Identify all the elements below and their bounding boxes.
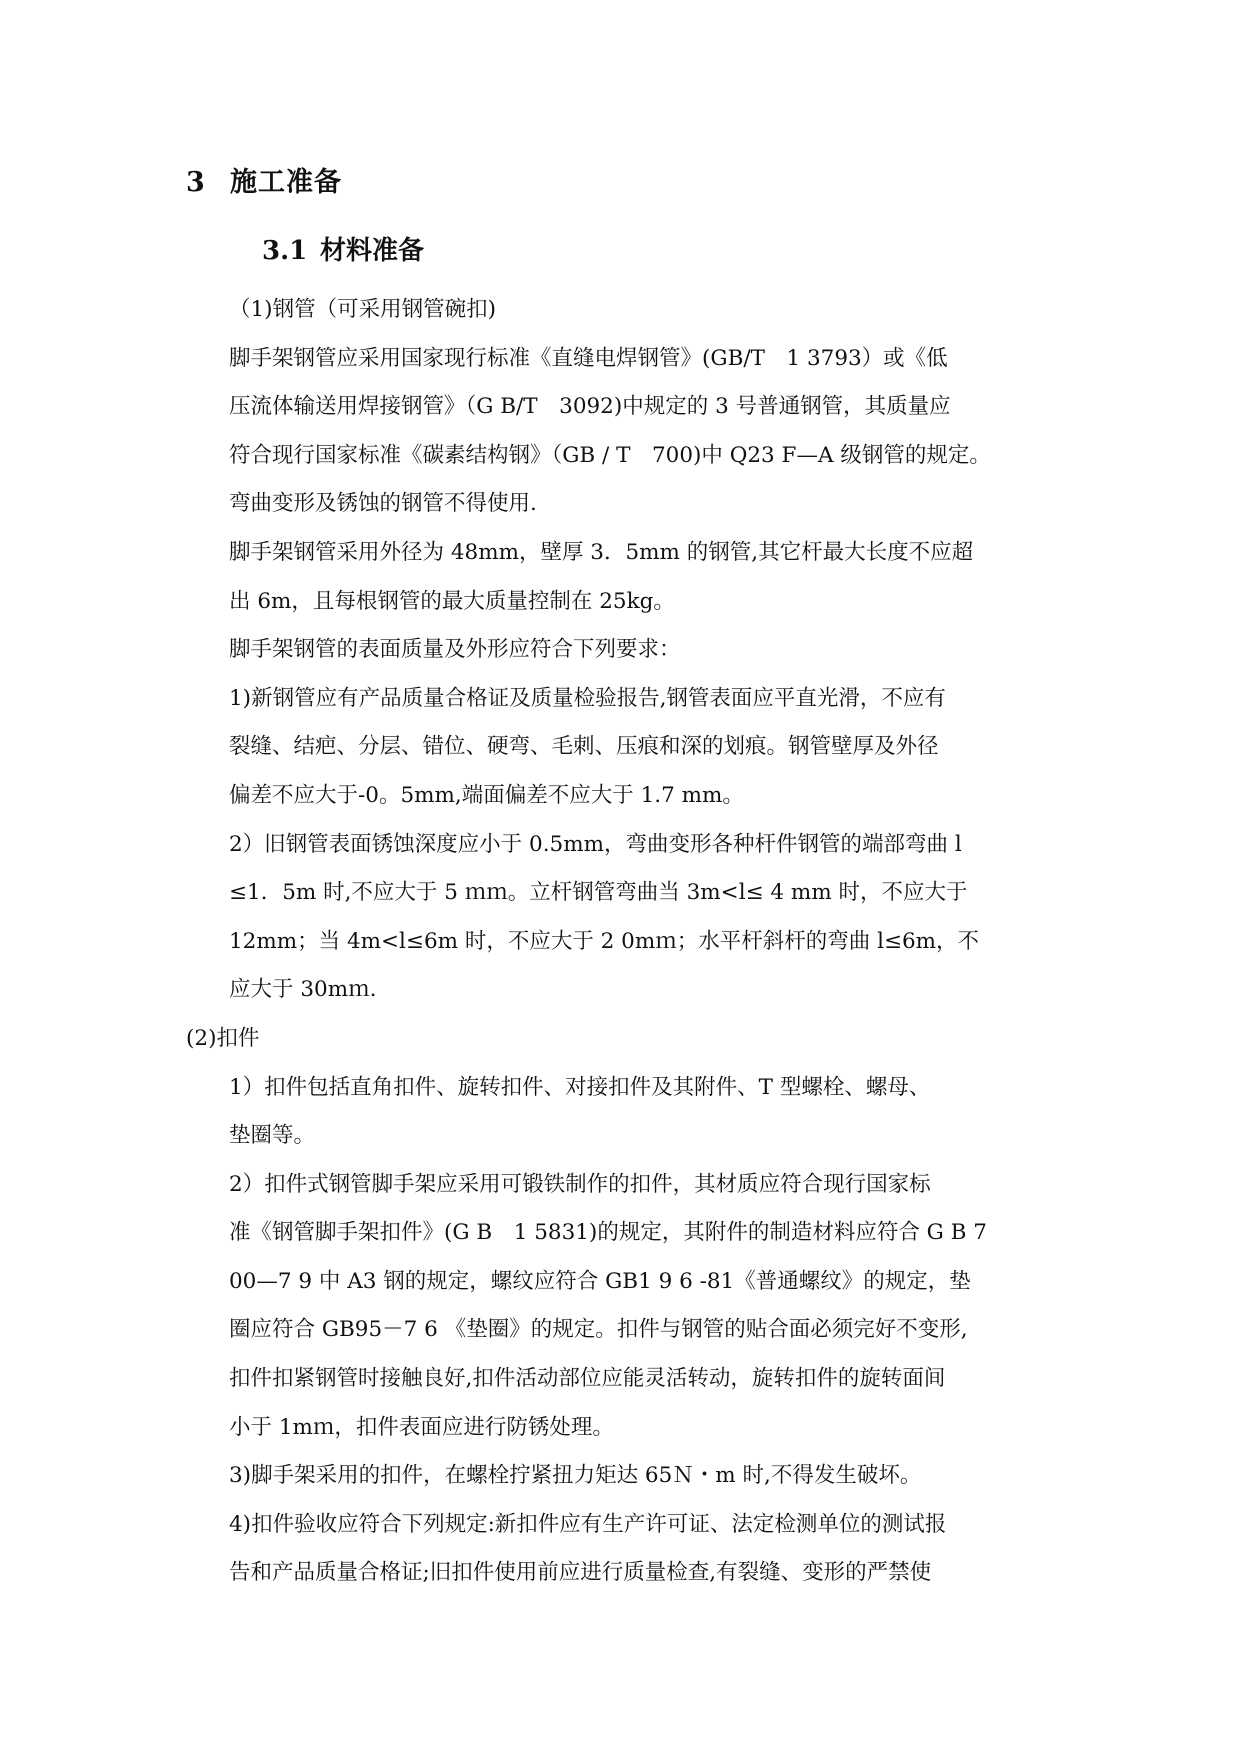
text-line: 偏差不应大于-0。5mm,端面偏差不应大于 1.7 mm。 [229,782,744,808]
text-line: 00—7 9 中 A3 钢的规定，螺纹应符合 GB1 9 6 -81《普通螺纹》的规定，垫 [229,1268,971,1294]
text-line: 2）扣件式钢管脚手架应采用可锻铁制作的扣件，其材质应符合现行国家标 [229,1171,931,1197]
text-line: 3)脚手架采用的扣件，在螺栓拧紧扭力矩达 65Ｎ・m 时,不得发生破坏。 [229,1463,922,1489]
section-title: 施工准备 [230,167,342,198]
text-line: 1)新钢管应有产品质量合格证及质量检验报告,钢管表面应平直光滑，不应有 [229,685,946,711]
text-line: 准《钢管脚手架扣件》(G B 1 5831)的规定，其附件的制造材料应符合 G B 7 [229,1220,987,1246]
subsection-title: 材料准备 [320,236,425,266]
text-line: 圈应符合 GB95－7 6 《垫圈》的规定。扣件与钢管的贴合面必须完好不变形, [229,1317,968,1343]
text-line: （1)钢管（可采用钢管碗扣) [229,297,496,322]
subsection-number: 3.1 [262,236,308,266]
text-line: 垫圈等。 [229,1123,316,1149]
text-line: 裂缝、结疤、分层、错位、硬弯、毛刺、压痕和深的划痕。钢管壁厚及外径 [229,734,939,760]
section-heading [186,160,342,199]
text-line: ≤1．5m 时,不应大于 5 ｍｍ。立杆钢管弯曲当 3m<l≤ 4 mm 时，不应大于 [229,880,968,906]
text-line: 应大于 30mｍ. [229,977,377,1003]
text-line: (2)扣件 [186,1025,260,1051]
text-line: 告和产品质量合格证;旧扣件使用前应进行质量检查,有裂缝、变形的严禁使 [229,1560,932,1586]
text-line: 扣件扣紧钢管时接触良好,扣件活动部位应能灵活转动，旋转扣件的旋转面间 [229,1366,946,1392]
text-line: 脚手架钢管的表面质量及外形应符合下列要求： [229,637,681,663]
text-line: 12mm；当 4m<l≤6m 时，不应大于 2 0mｍ；水平杆斜杆的弯曲 l≤6m，不 [229,928,980,954]
subsection-heading [262,230,424,267]
section-number: 3 [186,167,206,198]
text-line: 弯曲变形及锈蚀的钢管不得使用. [229,491,537,517]
text-line: 2）旧钢管表面锈蚀深度应小于 0.5mm，弯曲变形各种杆件钢管的端部弯曲 l [229,831,962,857]
text-line: 小于 1mｍ，扣件表面应进行防锈处理。 [229,1414,614,1440]
text-line: 1）扣件包括直角扣件、旋转扣件、对接扣件及其附件、T 型螺栓、螺母、 [229,1074,931,1100]
text-line: 符合现行国家标准《碳素结构钢》（GB / T 700)中 Q23 F—A 级钢管的规定。 [229,442,991,468]
text-line: 压流体输送用焊接钢管》（G B/T 3092)中规定的 3 号普通钢管，其质量应 [229,394,951,420]
body-text [186,286,1056,1598]
text-line: 脚手架钢管采用外径为 48mm，壁厚 3．5mm 的钢管,其它杆最大长度不应超 [229,539,974,565]
text-line: 4)扣件验收应符合下列规定:新扣件应有生产许可证、法定检测单位的测试报 [229,1511,947,1537]
text-line: 脚手架钢管应采用国家现行标准《直缝电焊钢管》(GB/T 1 3793）或《低 [229,345,948,371]
text-line: 出 6m，且每根钢管的最大质量控制在 25kg。 [229,588,675,614]
